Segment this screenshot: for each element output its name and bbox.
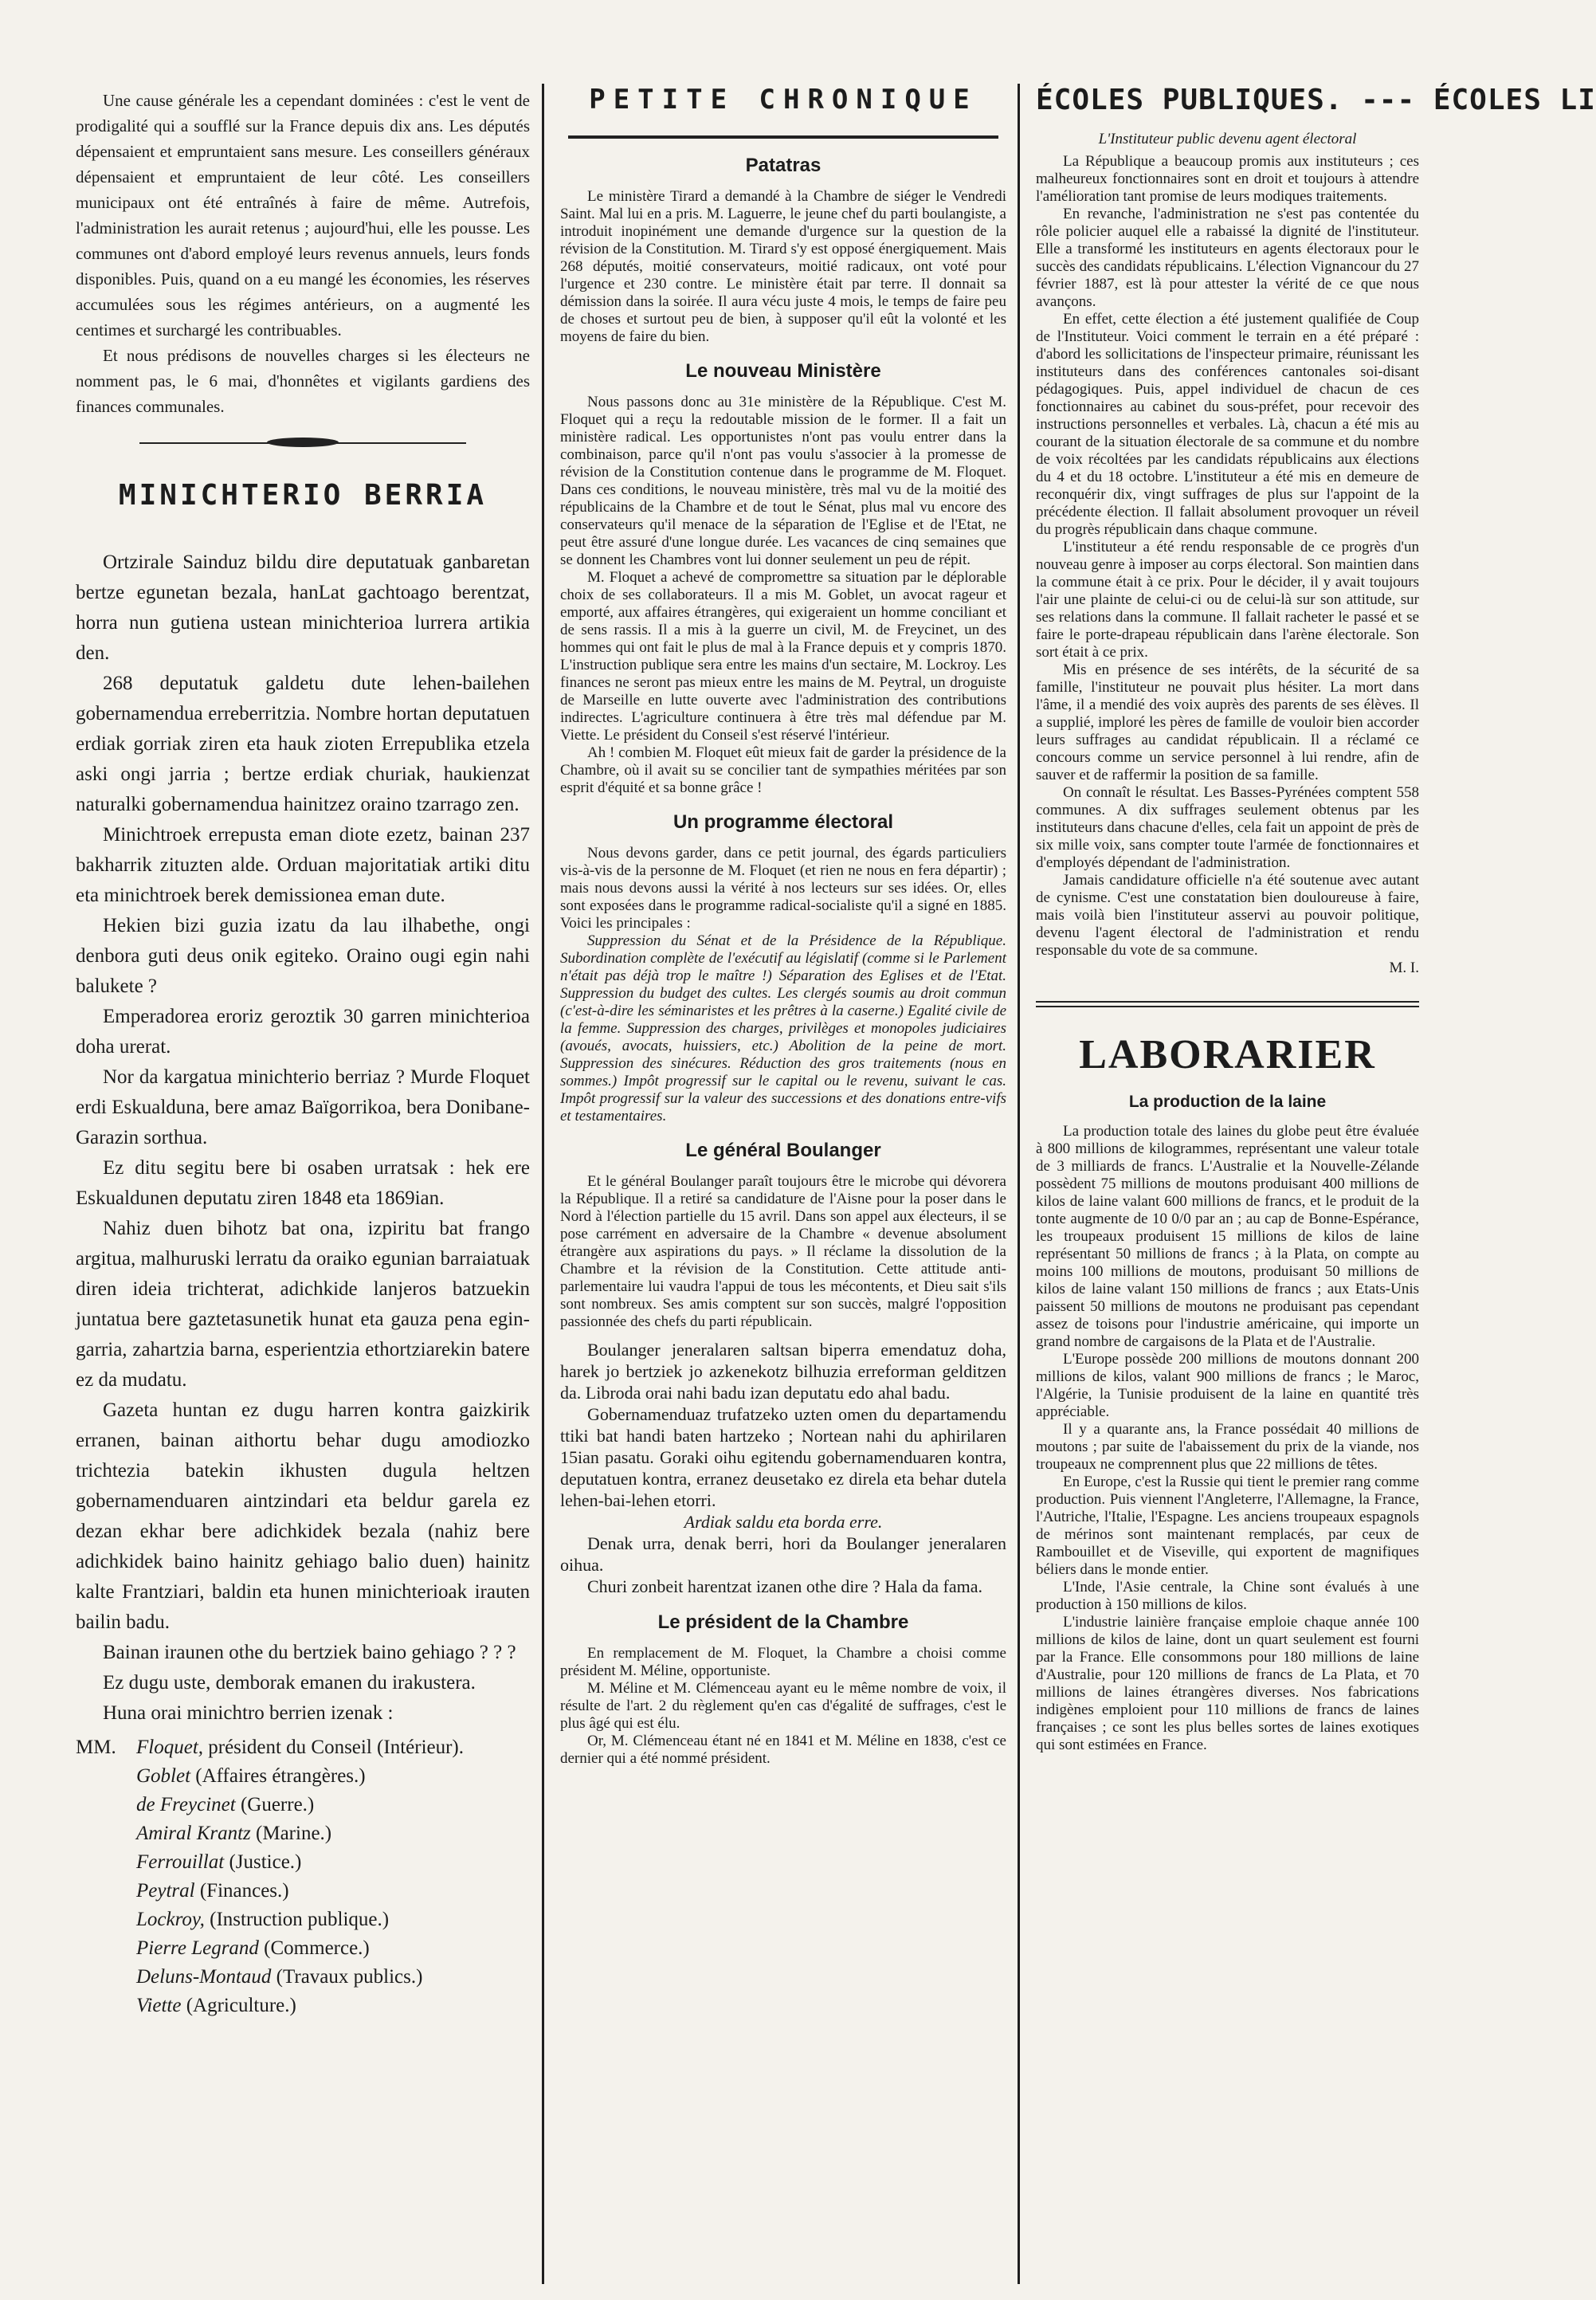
- basque-paragraph: Emperadorea eroriz geroztik 30 garren minichterioa doha urerat.: [76, 1006, 530, 1058]
- basque-text: Ardiak saldu eta borda erre.: [684, 1512, 883, 1532]
- article-text: Le ministère Tirard a demandé à la Chambre de siéger le Vendredi Saint. Mal lui en a pris. M. Laguerre, le jeune chef du parti boulangiste, a introduit inopinément une demande d'urgence sur la question de la révision de la Constitution. M. Tirard s'y est opposé énergiquement. Mais 268 députés, moitié conservateurs, moitié radicaux, ont voté pour l'urgence et 230 contre. Le ministère était par terre. Il donnait sa démission dans la soirée. Il aura vécu juste 4 mois, le temps de faire peu de choses et surtout peu de bien, à supposer qu'il eût la volonté et les moyens de faire du bien.: [560, 188, 1006, 345]
- article-text: On connaît le résultat. Les Basses-Pyrénées comptent 558 communes. A dix suffrages seulement obtenus par les instituteurs dans chacune d'elles, cela fait un appoint de près de six mille voix, sans compter toute l'armée de fonctionnaires et d'employés dépendant de l'administration.: [1036, 784, 1419, 871]
- basque-text: Churi zonbeit harentzat izanen othe dire ? Hala da fama.: [587, 1576, 982, 1596]
- basque-paragraph: Minichtroek errepusta eman diote ezetz, bainan 237 bakharrik zituzten alde. Orduan majoritatiak artiki ditu eta minichtroek berek demissionea eman dute.: [76, 824, 530, 906]
- petite-chronique-masthead: PETITE CHRONIQUE: [589, 84, 978, 116]
- basque-paragraph: 268 deputatuk galdetu dute lehen-bailehen gobernamendua erreberritzia. Nombre hortan deputatuen erdiak gorriak ziren eta hauk zioten Errepublika etzela aski ongi jarria ; bertze erdiak churiak, haukienzat naturalki gobernamendua hainitzez oraino tzarrago zen.: [76, 673, 530, 815]
- basque-text: Gobernamenduaz trufatzeko uzten omen du departamendu ttiki bat handi baten hartzeko ; Nortean nahi du aphirilaren 15ian pasatu. Goraki oihu egitendu gobernamenduaren kontra, deputatuen kontra, erranez deusetako ez direla eta behar dutela lehen-bai-lehen etorri.: [560, 1404, 1006, 1510]
- article-text: M. Méline et M. Clémenceau ayant eu le même nombre de voix, il résulte de l'art. 2 du règlement qu'en cas d'égalité de suffrages, c'est le plus âgé qui est élu.: [560, 1680, 1006, 1732]
- article-text: L'Europe possède 200 millions de moutons donnant 200 millions de kilos, valant 900 millions de francs ; le Maroc, l'Algérie, la Tunisie produisent de la laine en quantité très appréciable.: [1036, 1351, 1419, 1420]
- intro-paragraph-2: Et nous prédisons de nouvelles charges si les électeurs ne nomment pas, le 6 mai, d'honnêtes et vigilants gardiens des finances communales.: [76, 346, 530, 416]
- column-middle: [560, 84, 1006, 2300]
- article-text: Ah ! combien M. Floquet eût mieux fait de garder la présidence de la Chambre, où il avait su se concilier tant de sympathies méritées par son esprit d'équité et sa bonne grâce !: [560, 744, 1006, 796]
- basque-paragraph: Ez dugu uste, demborak emanen du irakustera.: [103, 1672, 476, 1694]
- article-text: Et le général Boulanger paraît toujours être le microbe qui dévorera la République. Il a retiré sa candidature de l'Aisne pour la poser dans le Nord à l'élection partielle du 15 avril. Dans son appel aux électeurs, il se pose carrément en adversaire de la Chambre « devenue absolument étrangère aux aspirations du pays. » Il réclame la dissolution de la Chambre et la révision de la Constitution. Cette attitude anti-parlementaire lui vaudra l'appui de tous les mécontents, et Dieu sait s'ils sont nombreux. Ses amis comptent sur son succès, malgré l'opposition passionnée des chefs du parti républicain.: [560, 1173, 1006, 1330]
- basque-paragraph: Hekien bizi guzia izatu da lau ilhabethe, ongi denbora guti deus onik egiteko. Oraino ougi egin nahi balukete ?: [76, 915, 530, 997]
- double-rule: [1036, 1001, 1419, 1007]
- basque-paragraph: Nor da kargatua minichterio berriaz ? Murde Floquet erdi Eskualduna, bere amaz Baïgorrikoa, bera Donibane-Garazin sorthua.: [76, 1066, 530, 1148]
- minister-row: Ferrouillat (Justice.): [136, 1851, 302, 1873]
- article-text: En effet, cette élection a été justement qualifiée de Coup de l'Instituteur. Voici comment le terrain en a été préparé : d'abord les sollicitations de l'inspecteur primaire, réunissant les instituteurs dans des conférences cantonales soi-disant pédagogiques. Puis, appel individuel de chacun de ces fonctionnaires au cabinet du sous-préfet, pour recevoir des instructions personnelles et verbales. Là, chacun a été mis au courant de la situation électorale de sa commune et du nombre de voix récoltées par les candidats républicains aux élections du 4 et du 18 octobre. L'instituteur a été mis en demeure de reconquérir dix, vingt suffrages de plus sur l'appoint de la précédente élection. Il fallait absolument provoquer un réveil du progrès républicain dans chaque commune.: [1036, 311, 1419, 538]
- column-rule-2: [1018, 84, 1020, 2284]
- masthead-rule: [568, 135, 998, 139]
- minister-row: Peytral (Finances.): [136, 1880, 289, 1902]
- basque-text: Denak urra, denak berri, hori da Boulanger jeneralaren oihua.: [560, 1533, 1006, 1575]
- basque-paragraph: Bainan iraunen othe du bertziek baino gehiago ? ? ?: [103, 1642, 516, 1663]
- minister-row: Lockroy, (Instruction publique.): [136, 1909, 390, 1930]
- intro-paragraph: Une cause générale les a cependant dominées : c'est le vent de prodigalité qui a soufflé sur la France depuis dix ans. Les députés dépensaient et empruntaient sans mesure. Les conseillers généraux dépensaient et empruntaient de leur côté. Les conseillers municipaux ont été entraînés à faire de même. Autrefois, l'administration les aurait retenus ; aujourd'hui, elle les pousse. Les communes ont d'abord employé leurs revenus annuels, leurs fonds disponibles. Puis, quand on a eu mangé les économies, les réserves accumulées sous les régimes antérieurs, on a augmenté les centimes et surchargé les contribuables.: [76, 91, 530, 340]
- ministers-list: [76, 1733, 530, 2020]
- section-title: La production de la laine: [1128, 1093, 1327, 1111]
- column-rule-1: [542, 84, 544, 2284]
- article-text: L'Inde, l'Asie centrale, la Chine sont évalués à une production à 150 millions de kilos.: [1036, 1579, 1419, 1613]
- program-items: Suppression du Sénat et de la Présidence de la République. Subordination complète de l'exécutif au législatif (comme si le Parlement n'était pas déjà trop le maître !) Séparation des Eglises et de l'Etat. Suppression du budget des cultes. Les clergés soumis au droit commun (c'est-à-dire les séminaristes et les prêtres à la caserne.) Egalité civile de la femme. Suppression des charges, privilèges et monopoles judiciaires (avoués, avocats, huissiers, etc.) Abolition de la peine de mort. Suppression des sinécures. Réduction des gros traitements (nous en sommes.) Impôt progressif sur le capital ou le revenu, suivant le cas. Impôt progressif sur la valeur des successions et des donations entre-vifs et testamentaires.: [560, 932, 1006, 1124]
- section-title: Le général Boulanger: [685, 1140, 881, 1161]
- minichterio-heading: MINICHTERIO BERRIA: [118, 479, 488, 512]
- article-text: La République a beaucoup promis aux instituteurs ; ces malheureux fonctionnaires sont en droit et toujours à attendre l'amélioration tant promise de leurs modiques traitements.: [1036, 153, 1419, 205]
- minister-row: Goblet (Affaires étrangères.): [136, 1765, 366, 1787]
- article-text: M. Floquet a achevé de compromettre sa situation par le déplorable choix de ses collaborateurs. Il a mis M. Goblet, un avocat rageur et emporté, aux affaires étrangères, qui exigeraient un homme conciliant et de sens rassis. Il a mis à la guerre un civil, M. de Freycinet, un des hommes qui ont fait le plus de mal à la France depuis et y compris 1870. L'instruction publique sera entre les mains d'un sectaire, M. Lockroy. Les finances ne seront pas mieux entre les mains de M. Peytral, un droguiste de Marseille en lutte ouverte avec l'administration des contributions indirectes. L'agriculture continuera à être très mal défendue par M. Viette. Le président du Conseil s'est réservé l'intérieur.: [560, 569, 1006, 744]
- minister-row: de Freycinet (Guerre.): [136, 1794, 315, 1815]
- laborarier-heading: LABORARIER: [1079, 1032, 1376, 1077]
- article-text: En Europe, c'est la Russie qui tient le premier rang comme production. Puis viennent l'Angleterre, l'Allemagne, la France, l'Autriche, l'Italie, l'Espagne. Les anciens troupeaux espagnols de mérinos sont maintenant remplacés, par ceux de Rambouillet et de Viseville, qui exportent de magnifiques béliers dans le monde entier.: [1036, 1474, 1419, 1578]
- section-title: Le président de la Chambre: [657, 1611, 909, 1633]
- ecoles-publiques-title: ÉCOLES PUBLIQUES. --- ÉCOLES LI: [1036, 84, 1596, 116]
- article-text: Nous passons donc au 31e ministère de la République. C'est M. Floquet qui a reçu la redoutable mission de le former. Il a fait un ministère radical. Les opportunistes n'ont pas voulu entrer dans la combinaison, parce qu'il n'ont pas voulu s'associer à la promesse de révision de la Constitution contenue dans le programme de M. Floquet. Dans ces conditions, le nouveau ministère, très mal vu de la moitié des républicains de la Chambre et de tout le Sénat, plus mal vu encore des conservateurs qu'il menace de la séparation de l'Eglise et de l'Etat, ne peut être assuré d'une longue durée. Les vacances de cinq semaines que se donnent les Chambres vont lui donner seulement un peu de répit.: [560, 394, 1006, 568]
- column-left: [76, 88, 530, 2300]
- basque-paragraph: Ortzirale Sainduz bildu dire deputatuak ganbaretan bertze egunetan bezala, hanLat gachtoago berentzat, horra nun gutiena ustean minichterioa lurrera artikia den.: [76, 551, 530, 664]
- basque-paragraph: Ez ditu segitu bere bi osaben urratsak : hek ere Eskualdunen deputatu ziren 1848 eta 1869ian.: [76, 1157, 530, 1209]
- article-text: Il y a quarante ans, la France possédait 40 millions de moutons ; par suite de l'abaissement du prix de la viande, nos troupeaux ne comprennent plus que 22 millions de têtes.: [1036, 1421, 1419, 1473]
- article-text: En remplacement de M. Floquet, la Chambre a choisi comme président M. Méline, opportuniste.: [560, 1645, 1006, 1679]
- section-title: Un programme électoral: [673, 811, 894, 833]
- column-right: [1036, 84, 1596, 2300]
- article-text: Mis en présence de ses intérêts, de la sécurité de sa famille, l'instituteur ne pouvait plus hésiter. La mort dans l'âme, il a mendié des voix auprès des parents de ses élèves. Il a supplié, imploré les pères de famille de vouloir bien accorder leurs suffrages au candidat républicain. Il a réclamé ce concours comme un service personnel à lui rendre, afin de sauver et de raffermir la position de sa famille.: [1036, 661, 1419, 783]
- article-text: En revanche, l'administration ne s'est pas contentée du rôle policier auquel elle a rabaissé la dignité de l'instituteur. Elle a transformé les instituteurs en agents électoraux pour le succès des candidats républicains. L'élection Vignancour du 27 février 1887, est là pour attester la vérité de ce que nous avançons.: [1036, 206, 1419, 310]
- section-title: Le nouveau Ministère: [685, 360, 881, 382]
- basque-text: Boulanger jeneralaren saltsan biperra emendatuz doha, harek jo bertziek jo azkenekotz bilhuzia erreforman gelditzen da. Libroda orai nahi badu izan deputatu edo ahal badu.: [560, 1340, 1006, 1403]
- article-text: L'instituteur a été rendu responsable de ce progrès d'un nouveau genre à imposer au corps électoral. Son maintien dans la commune était à ce prix. Pour le décider, il y avait toujours l'air une plainte de celui-ci ou de celui-là sur son attitude, sur ses relations dans la commune. Il fallait racheter le passé et se faire le porte-drapeau républicain dans l'arène électorale. Son sort était à ce prix.: [1036, 539, 1419, 661]
- ornament-divider: [76, 427, 530, 459]
- minister-row: Viette (Agriculture.): [136, 1995, 296, 2016]
- basque-paragraph: Huna orai minichtro berrien izenak :: [103, 1702, 394, 1724]
- basque-paragraph: Nahiz duen bihotz bat ona, izpiritu bat frango argitua, malhuruski lerratu da oraiko egunian barraiatuak diren ideia trichterat, adichkide lanjeros batzuekin juntatua bere gaztetasunetik hunat eta gauza pena egin-garria, zahartzia barna, esperientzia ethortziarekin batere ez da mudatu.: [76, 1218, 530, 1391]
- article-text: La production totale des laines du globe peut être évaluée à 800 millions de kilogrammes, représentant une valeur totale de 3 milliards de francs. L'Australie et la Nouvelle-Zélande possèdent 75 millions de moutons produisant 400 millions de kilos de laine valant 600 millions de francs, et le produit de la tonte augmente de 10 0/0 par an ; au cap de Bonne-Espérance, les troupeaux produisent 15 millions de kilos de laine représentant 50 millions de francs ; à la Plata, on compte au moins 100 millions de moutons, produisant 50 millions de kilos de laine valant 150 millions de francs ; aux Etats-Unis paissent 50 millions de moutons ne produisant pas cependant assez de toisons pour l'industrie américaine, qui importe un grand nombre de cargaisons de la Plata et de l'Australie.: [1036, 1123, 1419, 1350]
- article-subtitle: L'Instituteur public devenu agent électoral: [1098, 131, 1357, 147]
- minister-row: MM. Floquet, président du Conseil (Intérieur).: [76, 1737, 465, 1758]
- basque-paragraph: Gazeta huntan ez dugu harren kontra gaizkirik erranen, bainan aithortu behar dugu amodiozko trichtezia batekin ikhusten dugula heltzen gobernamenduaren aintzindari eta beldur garela ez dezan ekhar bere adichkidek bezala (nahiz bere adichkidek baino hainitz gehiago balio duen) hainitz kalte Frantziari, baldin eta hunen minichterioak irauten bailin badu.: [76, 1399, 530, 1633]
- minister-row: Amiral Krantz (Marine.): [136, 1823, 332, 1844]
- section-title: Patatras: [745, 155, 822, 176]
- article-text: L'industrie lainière française emploie chaque année 100 millions de kilos de laine, dont un quart seulement est fourni par la France. Elle consommons pour 180 millions de laine d'Australie, pour 120 millions de francs de La Plata, et 70 millions de laines étrangères diverses. Nos fabrications indigènes emploient pour 110 millions de francs de laines françaises ; ce sont les plus belles sortes de laines exotiques qui sont estimées en France.: [1036, 1614, 1419, 1753]
- article-text: Nous devons garder, dans ce petit journal, des égards particuliers vis-à-vis de la personne de M. Floquet (et rien ne nous en fera départir) ; mais nous devons aussi la vérité à nos lecteurs sur ses idées. Or, elles sont exposées dans le programme radical-socialiste qu'il a signé en 1885. Voici les principales :: [560, 845, 1006, 932]
- minister-row: Pierre Legrand (Commerce.): [136, 1937, 370, 1959]
- article-text: Or, M. Clémenceau étant né en 1841 et M. Méline en 1838, c'est ce dernier qui a été nommé président.: [560, 1733, 1006, 1767]
- signature: M. I.: [1389, 960, 1419, 976]
- article-text: Jamais candidature officielle n'a été soutenue avec autant de cynisme. C'est une constatation bien douloureuse à faire, mais voilà bien l'instituteur asservi au pouvoir politique, devenu l'agent électoral de l'administration et rendu responsable du vote de sa commune.: [1036, 872, 1419, 959]
- minister-row: Deluns-Montaud (Travaux publics.): [136, 1966, 423, 1988]
